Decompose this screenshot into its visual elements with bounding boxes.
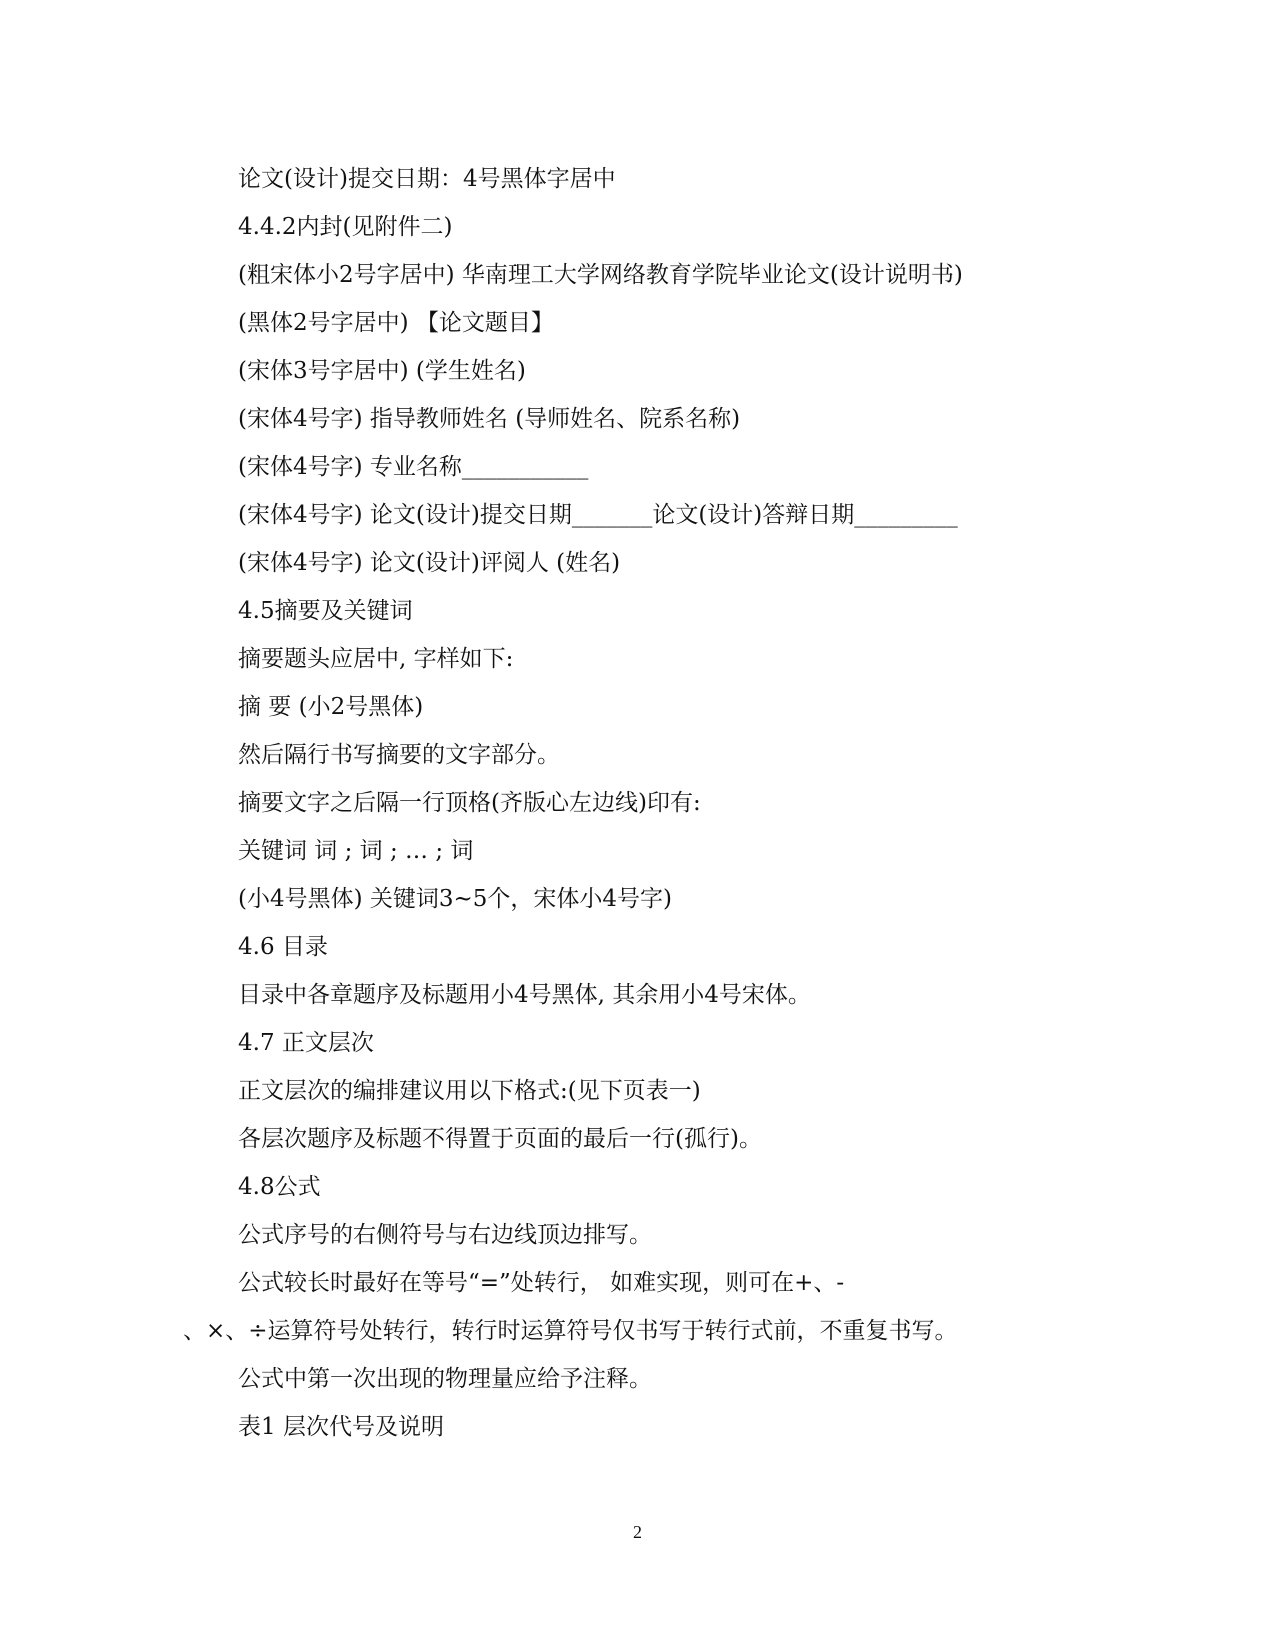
text-line: (宋体4号字) 论文(设计)评阅人 (姓名) xyxy=(238,550,621,576)
text-line: 摘 要 (小2号黑体) xyxy=(238,694,424,720)
text-line: (黑体2号字居中) 【论文题目】 xyxy=(238,310,554,336)
text-line: 摘要题头应居中, 字样如下: xyxy=(238,646,514,672)
text-line: 关键词 词 ; 词 ; … ; 词 xyxy=(238,838,474,864)
page-number: 2 xyxy=(633,1522,642,1542)
text-line-continuation: 、×、÷运算符号处转行，转行时运算符号仅书写于转行式前，不重复书写。 xyxy=(183,1318,958,1344)
text-line: 正文层次的编排建议用以下格式:(见下页表一) xyxy=(238,1078,701,1104)
text-line: 公式序号的右侧符号与右边线顶边排写。 xyxy=(238,1222,652,1248)
text-line: (宋体4号字) 专业名称___________ xyxy=(238,454,589,480)
section-heading: 4.5摘要及关键词 xyxy=(238,598,413,624)
text-line: 各层次题序及标题不得置于页面的最后一行(孤行)。 xyxy=(238,1126,762,1152)
table-caption: 表1 层次代号及说明 xyxy=(238,1414,444,1440)
section-heading: 4.7 正文层次 xyxy=(238,1030,374,1056)
body-text xyxy=(0,155,1275,1451)
text-line: (宋体4号字) 论文(设计)提交日期_______论文(设计)答辩日期_________ xyxy=(238,502,958,528)
text-line: 论文(设计)提交日期：4号黑体字居中 xyxy=(238,166,616,192)
text-line: 公式较长时最好在等号“=”处转行， 如难实现，则可在+、- xyxy=(238,1270,845,1296)
text-line: 然后隔行书写摘要的文字部分。 xyxy=(238,742,560,768)
text-line: 摘要文字之后隔一行顶格(齐版心左边线)印有: xyxy=(238,790,701,816)
section-heading: 4.4.2内封(见附件二) xyxy=(238,214,453,240)
text-line: (宋体4号字) 指导教师姓名 (导师姓名、院系名称) xyxy=(238,406,741,432)
text-line: (小4号黑体) 关键词3~5个，宋体小4号字) xyxy=(238,886,673,912)
text-line: (宋体3号字居中) (学生姓名) xyxy=(238,358,526,384)
text-line: 公式中第一次出现的物理量应给予注释。 xyxy=(238,1366,652,1392)
section-heading: 4.8公式 xyxy=(238,1174,321,1200)
text-line: 目录中各章题序及标题用小4号黑体, 其余用小4号宋体。 xyxy=(238,982,811,1008)
section-heading: 4.6 目录 xyxy=(238,934,328,960)
text-line: (粗宋体小2号字居中) 华南理工大学网络教育学院毕业论文(设计说明书) xyxy=(238,262,963,288)
